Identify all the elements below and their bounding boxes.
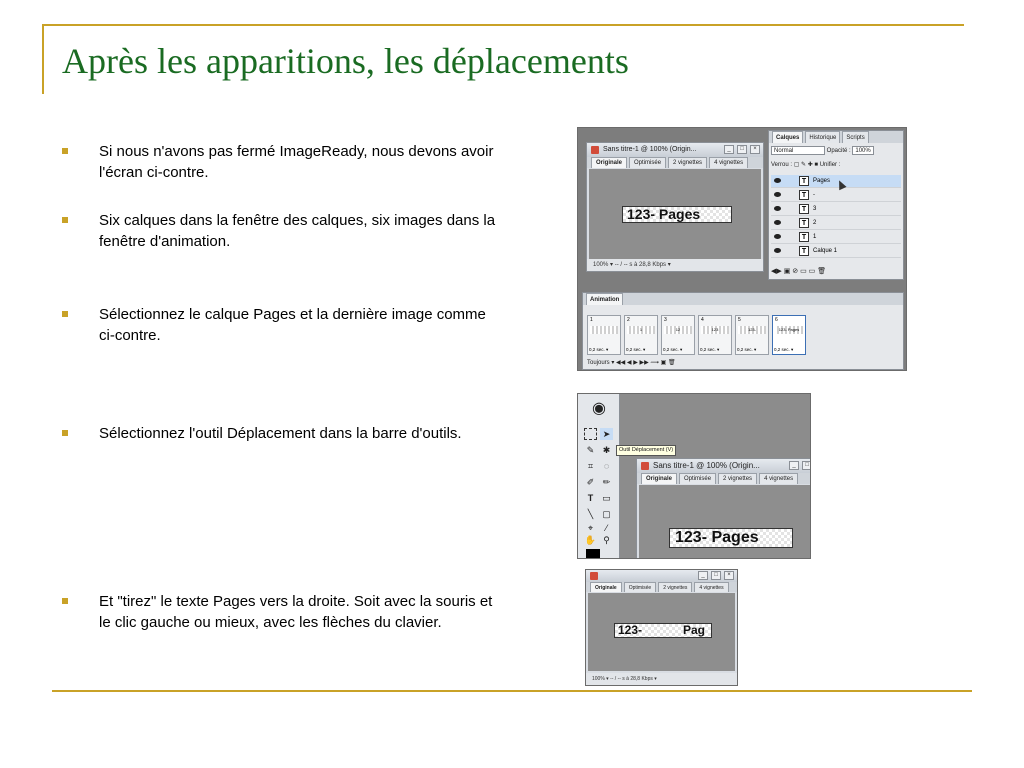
animation-frame[interactable] <box>587 315 621 355</box>
bullet-item <box>62 141 502 185</box>
document-canvas[interactable] <box>589 169 761 259</box>
document-title: Sans titre-1 @ 100% (Origin... <box>653 461 760 470</box>
canvas-text-left: 123- <box>618 623 643 637</box>
toolbox <box>578 394 620 559</box>
screenshot-text-moved <box>585 569 738 686</box>
brush-tool-icon[interactable]: ✐ <box>586 477 595 487</box>
canvas-text-layer[interactable]: 123- Pages <box>622 206 732 223</box>
shape-tool-icon[interactable]: ▢ <box>602 509 611 519</box>
pencil-tool-icon[interactable]: ✏ <box>602 477 611 487</box>
tab-4-vignettes[interactable]: 4 vignettes <box>694 582 728 592</box>
document-title: Sans titre-1 @ 100% (Origin... <box>603 146 697 153</box>
tab-4-vignettes[interactable]: 4 vignettes <box>759 473 798 484</box>
marquee-tool-icon[interactable] <box>584 428 597 440</box>
canvas-text-right: Pag <box>683 623 706 637</box>
screenshot-toolbox <box>577 393 811 559</box>
bullet-marker <box>62 598 68 604</box>
slice-tool-icon[interactable]: ◌ <box>603 461 610 471</box>
document-titlebar <box>587 143 763 157</box>
slide-title: Après les apparitions, les déplacements <box>62 41 629 81</box>
close-icon[interactable]: × <box>724 571 734 580</box>
text-layer-icon: T <box>799 218 809 228</box>
blend-mode-select[interactable]: Normal <box>771 146 825 155</box>
tab-originale[interactable]: Originale <box>590 582 622 592</box>
document-tabs <box>637 473 811 484</box>
lock-label: Verrou : <box>771 162 793 168</box>
layers-panel <box>768 130 904 280</box>
canvas-text-layer[interactable]: 123- Pages <box>669 528 793 548</box>
frame-number: 3 <box>664 317 667 323</box>
frame-number: 6 <box>775 317 778 323</box>
tab-scripts[interactable]: Scripts <box>842 131 868 143</box>
text-layer-icon: T <box>799 232 809 242</box>
top-rule <box>42 24 964 26</box>
unify-label: Unifier : <box>819 162 841 168</box>
animation-frame-selected[interactable] <box>772 315 806 355</box>
lasso-tool-icon[interactable]: ✎ <box>586 445 595 455</box>
tab-2-vignettes[interactable]: 2 vignettes <box>658 582 692 592</box>
eyedropper-icon[interactable]: ⁄ <box>605 523 608 533</box>
foreground-color-swatch[interactable] <box>586 549 600 559</box>
frame-number: 5 <box>738 317 741 323</box>
animation-panel <box>582 292 904 370</box>
crop-tool-icon[interactable]: ⌖ <box>587 523 594 533</box>
eye-icon[interactable] <box>774 234 781 239</box>
tab-originale[interactable]: Originale <box>591 157 627 168</box>
frame-thumbnail: 1 <box>627 326 655 334</box>
crop-tool-icon[interactable]: ⌗ <box>587 461 594 471</box>
layer-row-selected[interactable] <box>771 175 901 188</box>
frame-delay[interactable]: 0,2 sec. ▾ <box>737 347 757 352</box>
tab-originale[interactable]: Originale <box>641 473 677 484</box>
layer-row[interactable] <box>771 203 901 216</box>
frame-number: 2 <box>627 317 630 323</box>
layer-name: - <box>813 192 815 198</box>
tab-optimisee[interactable]: Optimisée <box>629 157 666 168</box>
text-layer-icon: T <box>799 246 809 256</box>
text-layer-icon: T <box>799 204 809 214</box>
animation-frame[interactable] <box>661 315 695 355</box>
tab-4-vignettes[interactable]: 4 vignettes <box>709 157 748 168</box>
document-titlebar <box>637 459 811 473</box>
tab-optimisee[interactable]: Optimisée <box>679 473 716 484</box>
animation-panel-tabs <box>583 293 903 305</box>
layer-row[interactable] <box>771 217 901 230</box>
move-tool-tooltip: Outil Déplacement (V) <box>616 445 676 456</box>
text-layer-icon: T <box>799 176 809 186</box>
frame-number: 1 <box>590 317 593 323</box>
document-icon <box>641 462 649 470</box>
frame-delay[interactable]: 0,2 sec. ▾ <box>700 347 720 352</box>
frame-delay[interactable]: 0,2 sec. ▾ <box>626 347 646 352</box>
frame-thumbnail: 123- <box>738 326 766 334</box>
bullet-marker <box>62 217 68 223</box>
tab-2-vignettes[interactable]: 2 vignettes <box>718 473 757 484</box>
bullet-marker <box>62 430 68 436</box>
zoom-tool-icon[interactable]: ⚲ <box>603 535 610 545</box>
text-layer-icon: T <box>799 190 809 200</box>
bullet-text: Et "tirez" le texte Pages vers la droite. Soit avec la souris et le clic gauche ou mieux, avec les flèches du clavier. <box>99 593 493 631</box>
frame-delay[interactable]: 0,2 sec. ▾ <box>774 347 794 352</box>
frame-thumbnail: 12 <box>664 326 692 334</box>
layer-name: 3 <box>813 206 817 212</box>
close-icon[interactable]: × <box>750 145 760 154</box>
frame-thumbnail: 123- Pages <box>775 326 803 334</box>
frame-thumbnail <box>590 326 618 334</box>
animation-frame[interactable] <box>624 315 658 355</box>
canvas-text-layer[interactable] <box>614 623 712 638</box>
layer-row[interactable] <box>771 245 901 258</box>
document-statusbar: 100% ▾ -- / -- s à 28,8 Kbps ▾ <box>586 673 737 685</box>
move-tool-icon[interactable]: ➤ <box>600 428 613 440</box>
document-icon <box>590 572 598 580</box>
bullet-item <box>62 210 502 254</box>
window-buttons <box>724 145 760 154</box>
eye-icon[interactable] <box>774 248 781 253</box>
bullet-marker <box>62 311 68 317</box>
eye-icon[interactable] <box>774 220 781 225</box>
loop-select[interactable]: Toujours ▾ <box>587 360 615 366</box>
layer-name: 1 <box>813 234 817 240</box>
bullet-text: Sélectionnez le calque Pages et la dernière image comme ci-contre. <box>99 306 486 344</box>
animation-controls <box>587 357 901 370</box>
rectangle-tool-icon[interactable]: ▭ <box>602 493 611 503</box>
layer-row[interactable] <box>771 189 901 202</box>
frame-delay[interactable]: 0,2 sec. ▾ <box>589 347 609 352</box>
opacity-field[interactable]: 100% <box>852 146 874 155</box>
left-rule <box>42 24 44 94</box>
document-canvas[interactable] <box>639 485 811 559</box>
eye-icon[interactable] <box>774 192 781 197</box>
window-buttons <box>789 461 811 470</box>
document-tabs <box>586 582 737 592</box>
frame-number: 4 <box>701 317 704 323</box>
lock-row <box>771 159 901 172</box>
maximize-icon[interactable]: □ <box>711 571 721 580</box>
frame-thumbnail: 123 <box>701 326 729 334</box>
document-statusbar: 100% ▾ -- / -- s à 28,8 Kbps ▾ <box>587 259 763 271</box>
playback-icons[interactable]: ◀◀ ◀ ▶ ▶▶ ⟿ ▣ 🗑 <box>616 360 676 366</box>
frame-delay[interactable]: 0,2 sec. ▾ <box>663 347 683 352</box>
document-icon <box>591 146 599 154</box>
document-titlebar <box>586 570 737 582</box>
bullet-item <box>62 304 502 348</box>
bullet-text: Six calques dans la fenêtre des calques, six images dans la fenêtre d'animation. <box>99 212 496 250</box>
magic-wand-icon[interactable]: ✱ <box>602 445 611 455</box>
bullet-item <box>62 423 502 467</box>
eye-icon[interactable] <box>774 206 781 211</box>
layer-name: Pages <box>813 178 831 184</box>
hand-tool-icon[interactable]: ✋ <box>584 535 597 545</box>
tab-optimisee[interactable]: Optimisée <box>624 582 657 592</box>
opacity-label: Opacité : <box>826 148 851 154</box>
maximize-icon[interactable]: □ <box>802 461 811 470</box>
maximize-icon[interactable]: □ <box>737 145 747 154</box>
bullet-marker <box>62 148 68 154</box>
layer-name: 2 <box>813 220 817 226</box>
screenshot-imageready <box>577 127 907 371</box>
minimize-icon[interactable]: _ <box>789 461 799 470</box>
line-tool-icon[interactable]: ╲ <box>587 509 594 519</box>
layer-name: Calque 1 <box>813 248 838 254</box>
bottom-rule <box>52 690 972 692</box>
minimize-icon[interactable]: _ <box>698 571 708 580</box>
tab-historique[interactable]: Historique <box>805 131 840 143</box>
bullet-text: Si nous n'avons pas fermé ImageReady, nous devons avoir l'écran ci-contre. <box>99 143 494 181</box>
minimize-icon[interactable]: _ <box>724 145 734 154</box>
document-tabs <box>587 157 763 168</box>
lock-icon[interactable]: ▢ ✎ ✚ ■ <box>793 162 820 168</box>
text-tool-icon[interactable]: T <box>587 493 594 503</box>
blend-row <box>771 145 901 158</box>
bullet-text: Sélectionnez l'outil Déplacement dans la barre d'outils. <box>99 425 462 442</box>
tab-calques[interactable]: Calques <box>772 131 803 143</box>
document-window <box>636 458 811 559</box>
imageready-logo-icon: ◉ <box>592 400 606 417</box>
document-canvas[interactable] <box>588 593 735 671</box>
document-window <box>586 142 764 272</box>
layer-row[interactable] <box>771 231 901 244</box>
bullet-item <box>62 591 502 657</box>
animation-frame[interactable] <box>698 315 732 355</box>
tab-2-vignettes[interactable]: 2 vignettes <box>668 157 707 168</box>
layers-panel-tabs <box>769 131 903 143</box>
animation-frame[interactable] <box>735 315 769 355</box>
window-buttons <box>698 571 734 580</box>
layers-footer-icons[interactable]: ◀▶ ▣ ⊘ ▭ ▭ 🗑 <box>771 268 827 275</box>
tab-animation[interactable]: Animation <box>586 293 623 305</box>
eye-icon[interactable] <box>774 178 781 183</box>
